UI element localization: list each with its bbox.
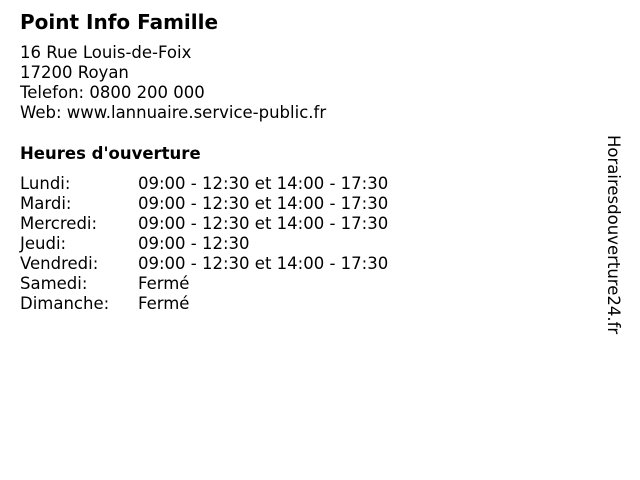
address-street: 16 Rue Louis-de-Foix [20,43,192,62]
day-label: Mardi: [20,194,72,213]
time-value: 09:00 - 12:30 et 14:00 - 17:30 [138,194,389,213]
time-value: 09:00 - 12:30 et 14:00 - 17:30 [138,254,389,273]
site-watermark: Horairesdouverture24.fr [604,135,623,335]
day-label: Dimanche: [20,294,110,313]
address-city: 17200 Royan [20,63,129,82]
time-value: 09:00 - 12:30 et 14:00 - 17:30 [138,174,389,193]
contact-block [20,43,326,123]
day-label: Jeudi: [20,234,67,253]
day-label: Lundi: [20,174,71,193]
day-label: Vendredi: [20,254,99,273]
business-name: Point Info Famille [20,10,219,34]
website-link: Web: www.lannuaire.service-public.fr [20,103,327,122]
phone-number: Telefon: 0800 200 000 [20,83,205,102]
time-value: Fermé [138,274,190,293]
time-value: 09:00 - 12:30 et 14:00 - 17:30 [138,214,389,233]
day-label: Samedi: [20,274,88,293]
opening-hours-heading: Heures d'ouverture [20,144,201,163]
day-label: Mercredi: [20,214,98,233]
time-value: 09:00 - 12:30 [138,234,250,253]
time-value: Fermé [138,294,190,313]
